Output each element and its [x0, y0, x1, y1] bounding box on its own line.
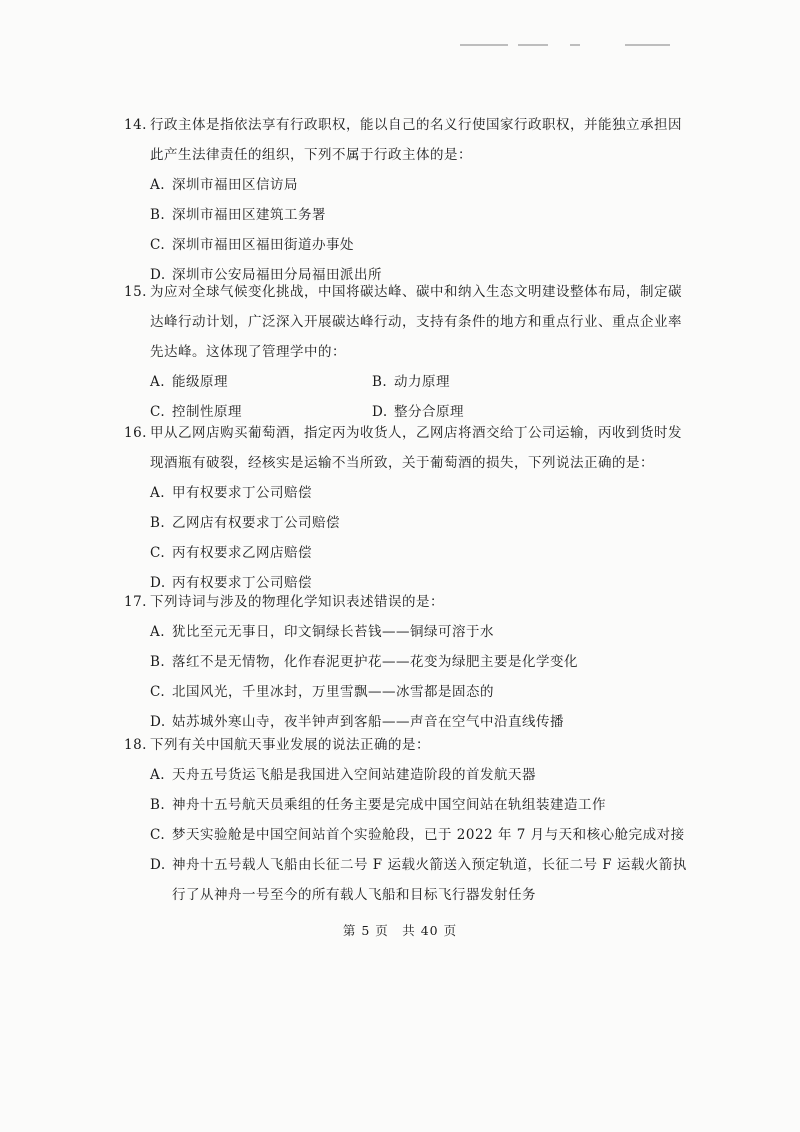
- question-text: 甲从乙网店购买葡萄酒，指定丙为收货人，乙网店将酒交给丁公司运输，丙收到货时发现酒瓶有破裂，经核实是运输不当所致，关于葡萄酒的损失，下列说法正确的是：: [150, 425, 682, 471]
- question-14-stem: [124, 110, 684, 170]
- question-number: 18.: [124, 737, 147, 753]
- option-a: A. 天舟五号货运飞船是我国进入空间站建造阶段的首发航天器: [150, 767, 536, 783]
- question-number: 17.: [124, 594, 147, 610]
- option-d: D. 深圳市公安局福田分局福田派出所: [150, 267, 382, 283]
- question-16-stem: [124, 418, 684, 478]
- question-text: 下列诗词与涉及的物理化学知识表述错误的是：: [150, 594, 444, 610]
- option-b: B. 神舟十五号航天员乘组的任务主要是完成中国空间站在轨组装建造工作: [150, 797, 606, 813]
- option-c: C. 梦天实验舱是中国空间站首个实验舱段，已于 2022 年 7 月与天和核心舱完成对接: [150, 827, 685, 843]
- question-18-stem: [124, 730, 684, 760]
- option-row: [150, 367, 684, 397]
- question-15: [124, 277, 684, 427]
- option-d: D. 姑苏城外寒山寺，夜半钟声到客船——声音在空气中沿直线传播: [150, 714, 564, 730]
- question-text: 下列有关中国航天事业发展的说法正确的是：: [150, 737, 430, 753]
- option-d: D. 丙有权要求丁公司赔偿: [150, 575, 312, 591]
- option-b: B. 深圳市福田区建筑工务署: [150, 207, 326, 223]
- option-d: D. 整分合原理: [372, 404, 464, 420]
- option-c: C. 深圳市福田区福田街道办事处: [150, 237, 354, 253]
- option-a: A. 甲有权要求丁公司赔偿: [150, 485, 312, 501]
- question-17: [124, 587, 684, 737]
- question-14: [124, 110, 684, 290]
- option-c: C. 控制性原理: [150, 404, 242, 420]
- question-number: 15.: [124, 284, 147, 300]
- question-text: 行政主体是指依法享有行政职权，能以自己的名义行使国家行政职权，并能独立承担因此产生法律责任的组织，下列不属于行政主体的是：: [150, 117, 682, 163]
- option-a: A. 能级原理: [150, 374, 228, 390]
- question-text: 为应对全球气候变化挑战，中国将碳达峰、碳中和纳入生态文明建设整体布局，制定碳达峰行动计划，广泛深入开展碳达峰行动，支持有条件的地方和重点行业、重点企业率先达峰。这体现了管理学中的：: [150, 284, 682, 360]
- question-15-stem: [124, 277, 684, 367]
- option-d-continuation: 行了从神舟一号至今的所有载人飞船和目标飞行器发射任务: [172, 887, 536, 903]
- option-a: A. 深圳市福田区信访局: [150, 177, 298, 193]
- page-footer: 第 5 页 共 40 页: [342, 923, 458, 938]
- question-number: 14.: [124, 117, 147, 133]
- option-c: C. 丙有权要求乙网店赔偿: [150, 545, 312, 561]
- option-d: D. 神舟十五号载人飞船由长征二号 F 运载火箭送入预定轨道，长征二号 F 运载火箭执: [150, 857, 687, 873]
- question-number: 16.: [124, 425, 147, 441]
- question-16: [124, 418, 684, 598]
- option-a: A. 犹比至元无事日，印文铜绿长苔钱——铜绿可溶于水: [150, 624, 494, 640]
- option-c: C. 北国风光，千里冰封，万里雪飘——冰雪都是固态的: [150, 684, 494, 700]
- question-17-stem: [124, 587, 684, 617]
- option-b: B. 落红不是无情物，化作春泥更护花——花变为绿肥主要是化学变化: [150, 654, 578, 670]
- option-b: B. 乙网店有权要求丁公司赔偿: [150, 515, 340, 531]
- question-18: [124, 730, 687, 910]
- option-b: B. 动力原理: [372, 374, 450, 390]
